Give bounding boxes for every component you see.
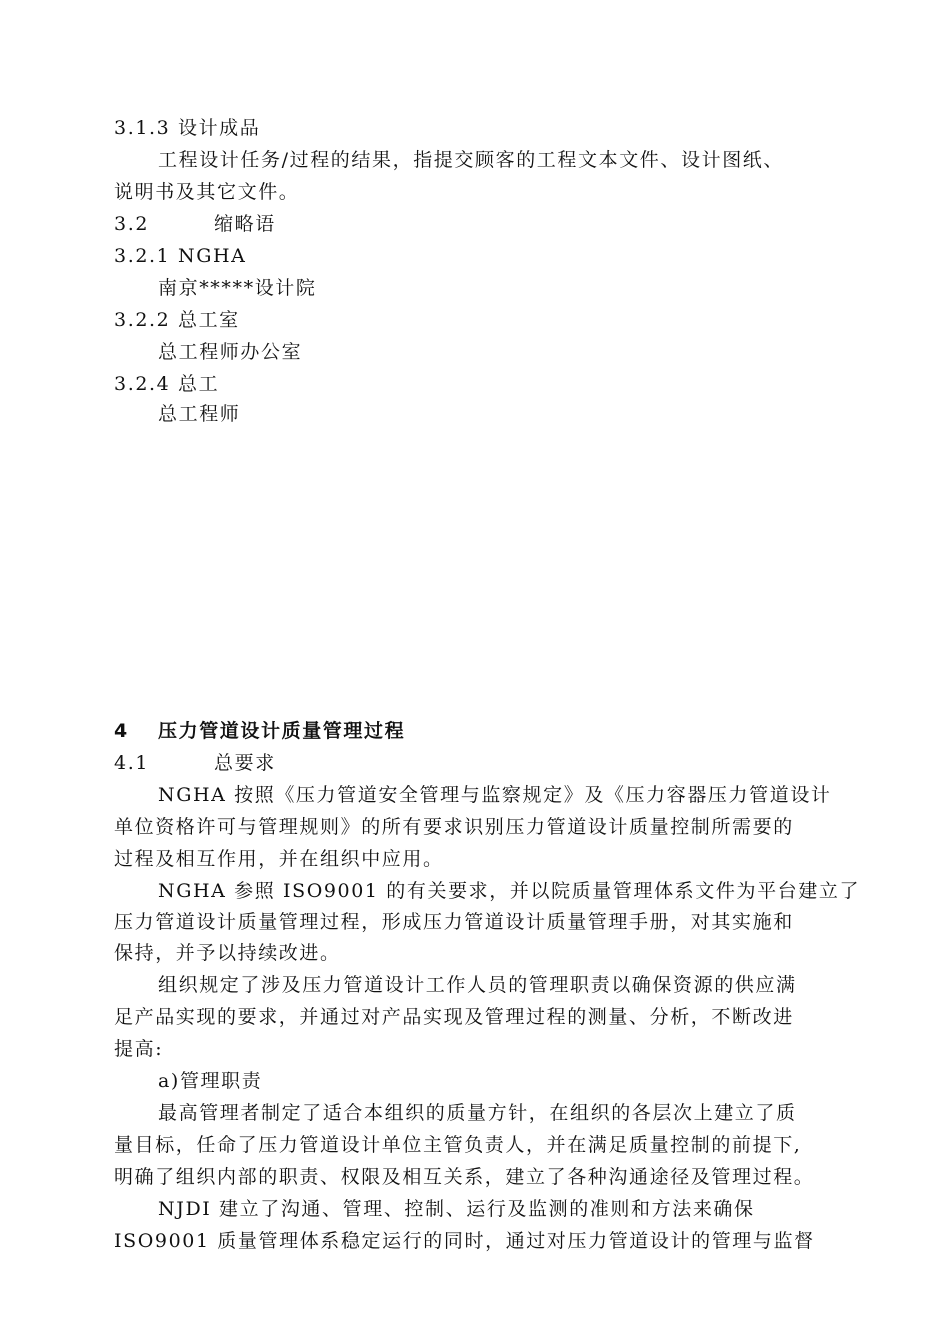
paragraph-line: 工程设计任务/过程的结果，指提交顾客的工程文本文件、设计图纸、 — [158, 149, 785, 171]
heading-3-2-4: 3.2.4 总工 — [114, 373, 220, 395]
section-title: 压力管道设计质量管理过程 — [158, 720, 406, 742]
paragraph-line: 最高管理者制定了适合本组织的质量方针，在组织的各层次上建立了质 — [158, 1102, 797, 1124]
definition-text: 总工程师 — [158, 403, 241, 425]
section-number: 3.2 — [114, 213, 150, 235]
heading-4 — [114, 716, 859, 746]
paragraph-line: 组织规定了涉及压力管道设计工作人员的管理职责以确保资源的供应满 — [158, 974, 797, 996]
paragraph-line: ISO9001 质量管理体系稳定运行的同时，通过对压力管道设计的管理与监督 — [114, 1230, 815, 1252]
heading-3-1-3: 3.1.3 设计成品 — [114, 117, 261, 139]
list-item-a: a)管理职责 — [158, 1070, 263, 1092]
section-title: 总要求 — [214, 752, 276, 774]
paragraph-line: NGHA 按照《压力管道安全管理与监察规定》及《压力容器压力管道设计 — [158, 784, 832, 806]
paragraph-line: 明确了组织内部的职责、权限及相互关系，建立了各种沟通途径及管理过程。 — [114, 1166, 815, 1188]
paragraph-line: 保持，并予以持续改进。 — [114, 942, 341, 964]
paragraph-line: 提高: — [114, 1038, 164, 1060]
paragraph-line: 过程及相互作用，并在组织中应用。 — [114, 848, 444, 870]
heading-4-1 — [114, 748, 859, 778]
paragraph-line: 足产品实现的要求，并通过对产品实现及管理过程的测量、分析，不断改进 — [114, 1006, 794, 1028]
paragraph-line: NGHA 参照 ISO9001 的有关要求，并以院质量管理体系文件为平台建立了 — [158, 880, 861, 902]
paragraph-line: NJDI 建立了沟通、管理、控制、运行及监测的准则和方法来确保 — [158, 1198, 755, 1220]
section-number: 4 — [114, 720, 129, 742]
heading-3-2-1: 3.2.1 NGHA — [114, 245, 247, 267]
section-title: 缩略语 — [214, 213, 276, 235]
paragraph-line: 说明书及其它文件。 — [114, 181, 300, 203]
heading-3-2-2: 3.2.2 总工室 — [114, 309, 240, 331]
paragraph-line: 单位资格许可与管理规则》的所有要求识别压力管道设计质量控制所需要的 — [114, 816, 794, 838]
definition-text: 总工程师办公室 — [158, 341, 303, 363]
heading-3-2 — [114, 209, 859, 239]
definition-text: 南京*****设计院 — [158, 277, 317, 299]
paragraph-line: 量目标，任命了压力管道设计单位主管负责人，并在满足质量控制的前提下, — [114, 1134, 802, 1156]
paragraph-line: 压力管道设计质量管理过程，形成压力管道设计质量管理手册，对其实施和 — [114, 911, 794, 933]
section-number: 4.1 — [114, 752, 150, 774]
